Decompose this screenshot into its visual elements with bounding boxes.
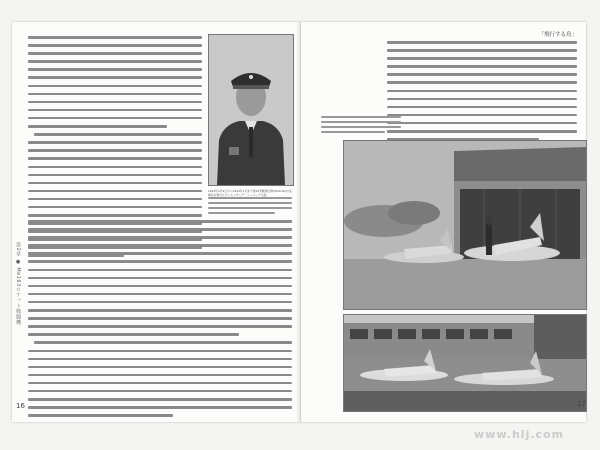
text-line bbox=[28, 317, 292, 320]
text-line bbox=[28, 252, 292, 255]
portrait-caption-text: 1943年4月9日から1944年1月まで第16実験飛行隊(EKdo16)の指揮官を務めたヴォルフガング・シュペーテ大尉。 bbox=[208, 189, 292, 197]
text-line bbox=[34, 133, 202, 136]
text-line bbox=[28, 244, 292, 247]
right-page bbox=[301, 22, 586, 422]
text-line bbox=[28, 60, 202, 63]
airfield-illustration bbox=[344, 315, 586, 411]
text-line bbox=[387, 49, 577, 52]
text-line bbox=[28, 166, 202, 169]
text-line bbox=[28, 214, 202, 217]
text-line bbox=[387, 106, 577, 109]
portrait-caption bbox=[208, 190, 292, 217]
text-line bbox=[28, 228, 292, 231]
text-line bbox=[28, 220, 292, 223]
text-line bbox=[28, 260, 292, 263]
text-line bbox=[28, 157, 202, 160]
text-line bbox=[28, 398, 292, 401]
heading-quote: 「飛行する鳥」 bbox=[538, 32, 577, 38]
right-text-upper bbox=[387, 30, 577, 146]
hangar-photo bbox=[343, 140, 587, 310]
text-line bbox=[28, 44, 202, 47]
text-line bbox=[28, 285, 292, 288]
text-line bbox=[28, 117, 202, 120]
text-line bbox=[28, 206, 202, 209]
text-line bbox=[28, 236, 292, 239]
text-line bbox=[387, 57, 577, 60]
watermark-text: www.hlj.com bbox=[474, 428, 565, 441]
text-line bbox=[34, 341, 292, 344]
text-line bbox=[28, 277, 292, 280]
text-line bbox=[28, 358, 292, 361]
portrait-photo bbox=[208, 34, 294, 186]
text-line bbox=[28, 414, 173, 417]
caption-line bbox=[208, 207, 292, 209]
text-line bbox=[28, 101, 202, 104]
left-text-lower bbox=[28, 220, 292, 422]
text-line bbox=[387, 114, 577, 117]
caption-line bbox=[208, 212, 275, 214]
text-line bbox=[28, 52, 202, 55]
portrait-illustration bbox=[209, 35, 293, 185]
text-line bbox=[28, 301, 292, 304]
text-line bbox=[387, 130, 577, 133]
text-line bbox=[28, 190, 202, 193]
running-title: 第2章 ● Me163ロケット戦闘機 bbox=[15, 242, 21, 326]
text-line bbox=[28, 93, 202, 96]
caption-line bbox=[208, 197, 292, 199]
text-line bbox=[28, 125, 167, 128]
text-line bbox=[28, 85, 202, 88]
text-line bbox=[28, 76, 202, 79]
text-line bbox=[28, 382, 292, 385]
text-line bbox=[28, 366, 292, 369]
text-line bbox=[28, 325, 292, 328]
text-line bbox=[28, 68, 202, 71]
text-line bbox=[387, 65, 577, 68]
hangar-caption bbox=[321, 116, 401, 136]
text-line bbox=[28, 309, 292, 312]
left-page bbox=[12, 22, 301, 422]
text-line bbox=[387, 122, 577, 125]
text-line bbox=[28, 293, 292, 296]
caption-line bbox=[321, 116, 401, 118]
text-line bbox=[387, 41, 577, 44]
text-line bbox=[387, 90, 577, 93]
hangar-illustration bbox=[344, 141, 586, 309]
airfield-photo bbox=[343, 314, 587, 412]
text-line bbox=[28, 198, 202, 201]
text-line bbox=[28, 406, 292, 409]
text-line bbox=[28, 390, 292, 393]
text-line bbox=[387, 73, 577, 76]
text-line bbox=[28, 182, 202, 185]
caption-line bbox=[321, 131, 385, 133]
text-line bbox=[28, 350, 292, 353]
text-line bbox=[28, 174, 202, 177]
caption-line bbox=[321, 126, 401, 128]
text-line bbox=[28, 141, 202, 144]
text-line bbox=[28, 36, 202, 39]
text-line bbox=[28, 109, 202, 112]
caption-line bbox=[321, 121, 401, 123]
text-line bbox=[387, 98, 577, 101]
right-page-number: 17 bbox=[577, 400, 586, 408]
text-line bbox=[28, 149, 202, 152]
text-line bbox=[28, 333, 239, 336]
caption-line bbox=[208, 202, 292, 204]
text-line bbox=[28, 374, 292, 377]
text-line bbox=[28, 269, 292, 272]
left-page-number: 16 bbox=[16, 402, 25, 410]
text-line bbox=[387, 81, 577, 84]
